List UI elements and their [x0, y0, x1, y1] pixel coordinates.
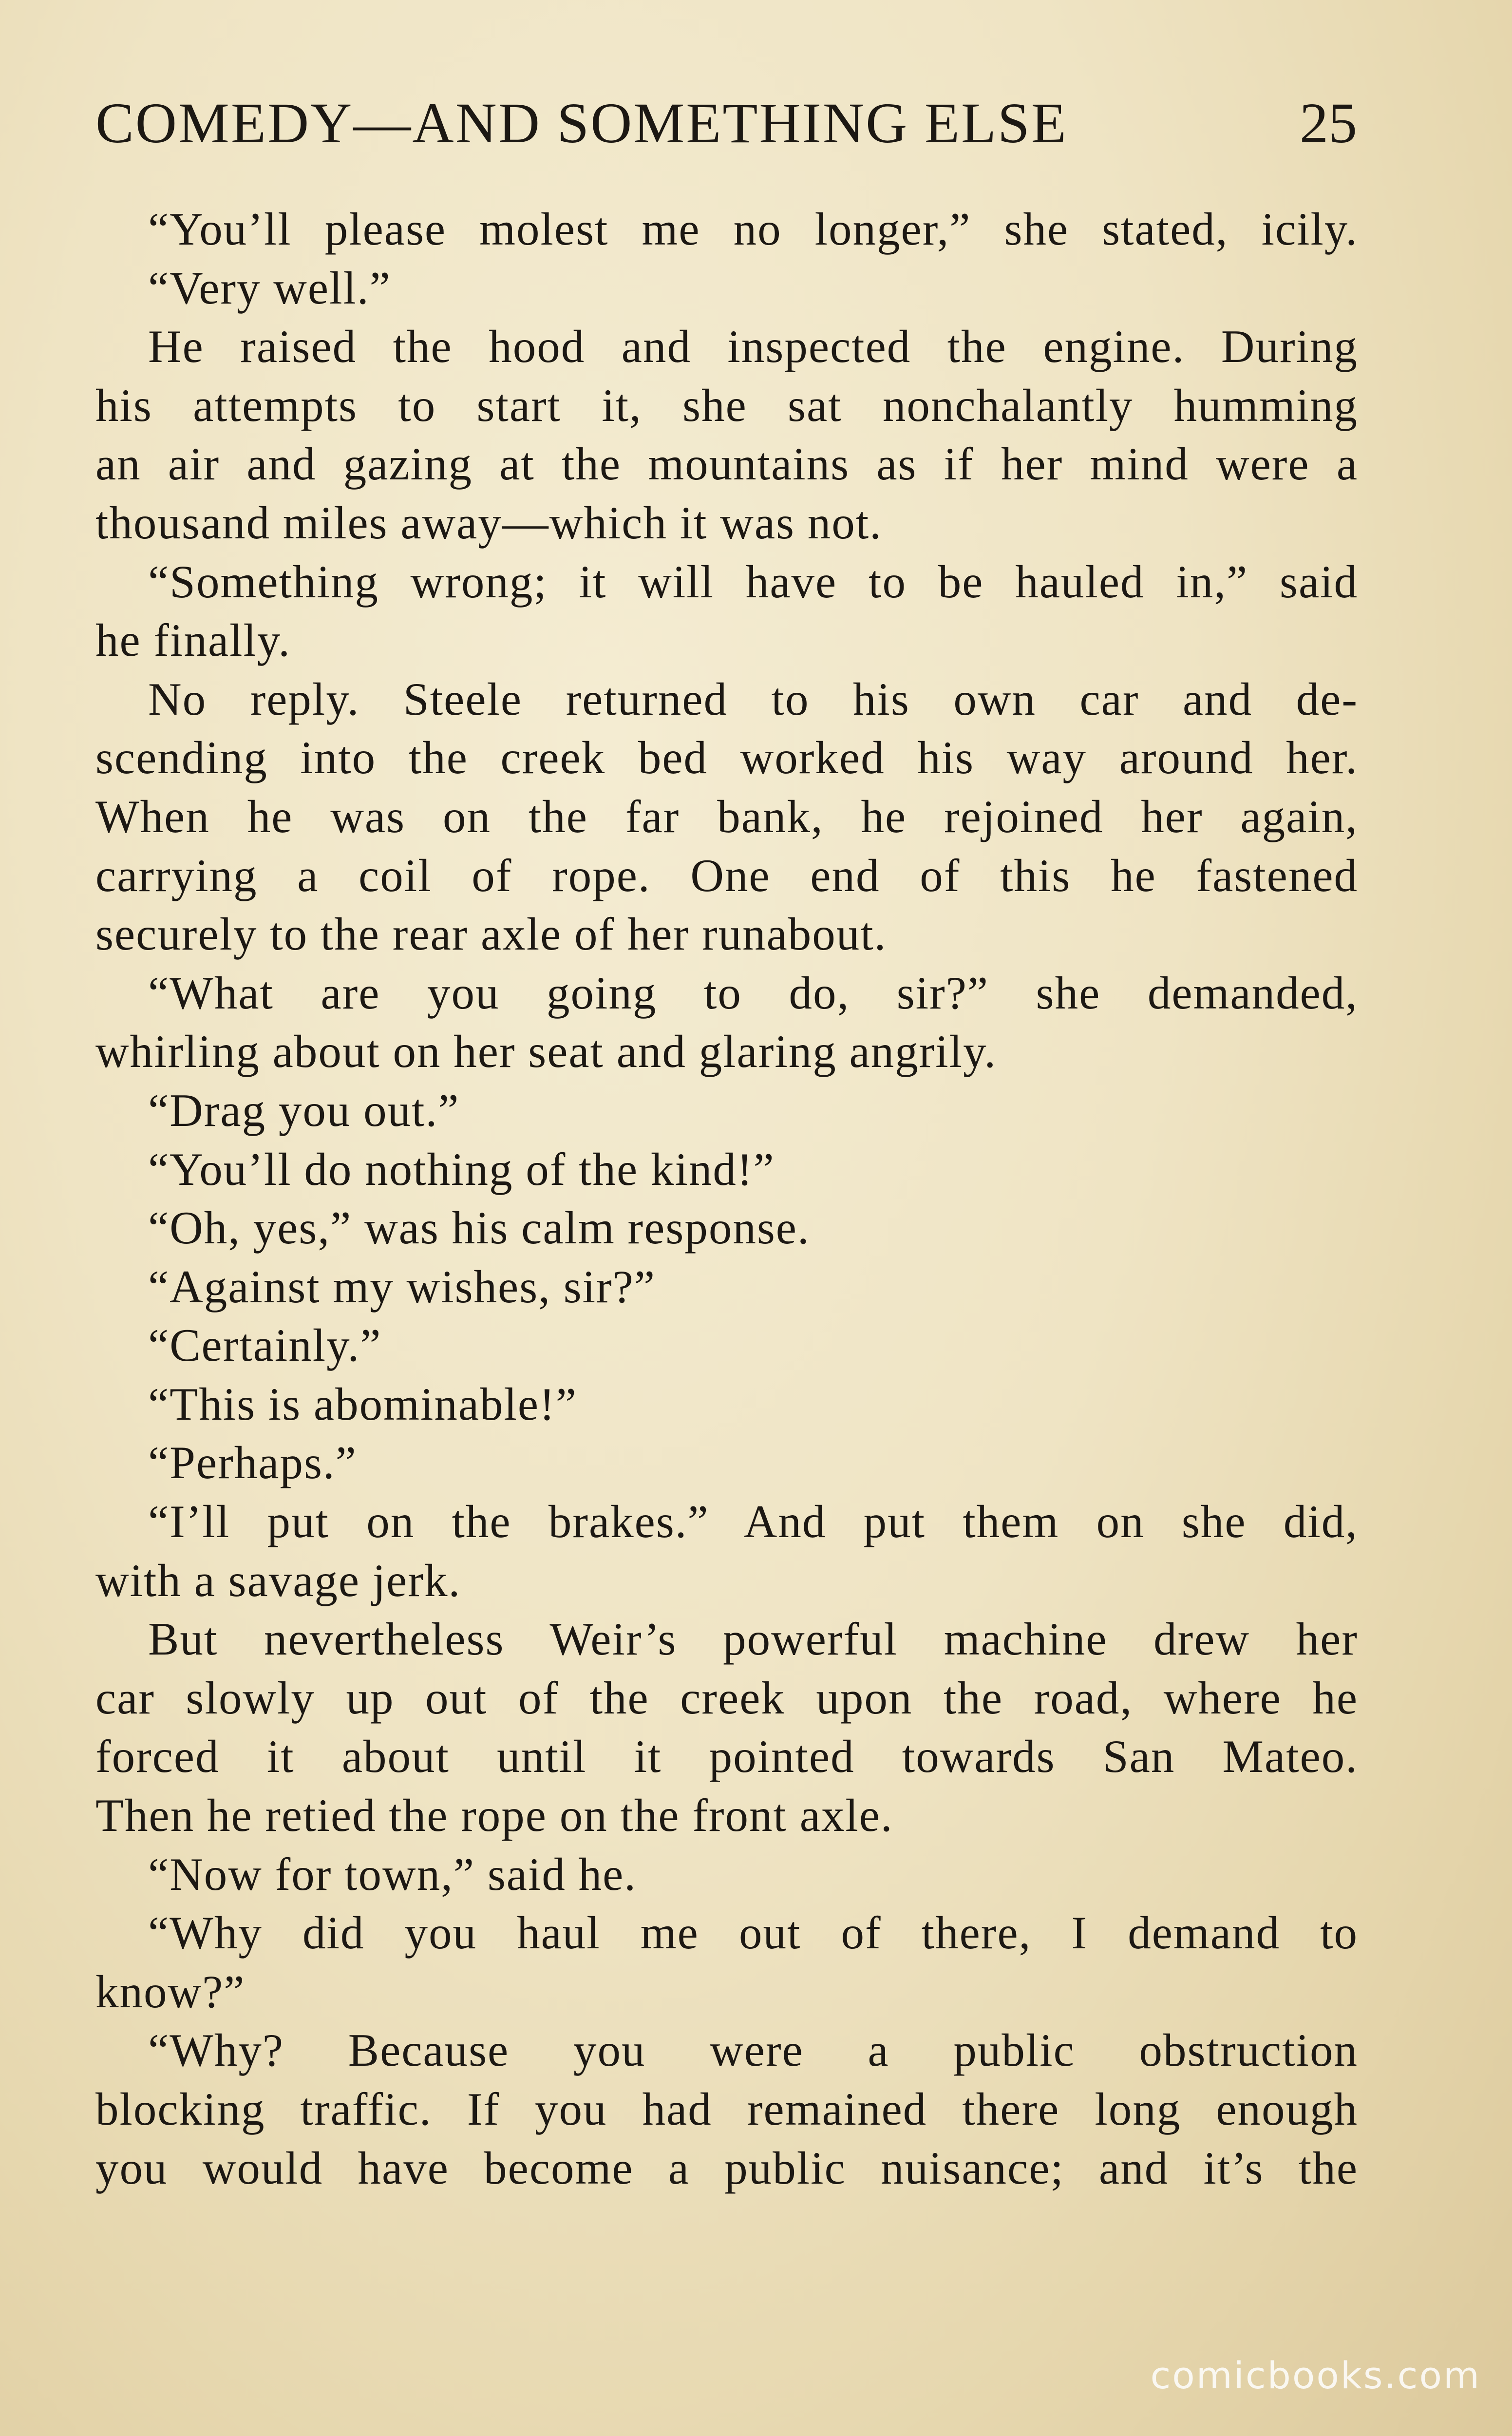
text-line: “Drag you out.”	[148, 1084, 460, 1136]
text-line: “Certainly.”	[148, 1319, 382, 1371]
text-line: He raised the hood and inspected the engine. During	[148, 321, 1358, 373]
text-line: securely to the rear axle of her runabout.	[95, 908, 887, 960]
text-line: “You’ll please molest me no longer,” she stated, icily.	[148, 203, 1358, 255]
text-line: blocking traffic. If you had remained there long enough	[95, 2083, 1358, 2135]
text-line: “Oh, yes,” was his calm response.	[148, 1202, 810, 1254]
text-line: But nevertheless Weir’s powerful machine drew her	[148, 1613, 1358, 1665]
text-line: an air and gazing at the mountains as if her mind were a	[95, 438, 1358, 490]
text-line: whirling about on her seat and glaring angrily.	[95, 1026, 997, 1078]
text-line: “Perhaps.”	[148, 1437, 357, 1489]
text-line: When he was on the far bank, he rejoined her again,	[95, 790, 1358, 842]
text-line: with a savage jerk.	[95, 1554, 461, 1606]
text-line: he finally.	[95, 614, 291, 666]
text-line: carrying a coil of rope. One end of this he fastened	[95, 849, 1358, 901]
body-text	[95, 200, 1358, 2197]
text-line: scending into the creek bed worked his way around her.	[95, 732, 1358, 784]
text-line: forced it about until it pointed towards San Mateo.	[95, 1731, 1358, 1783]
text-line: “This is abominable!”	[148, 1378, 577, 1430]
text-line: “I’ll put on the brakes.” And put them on she did,	[148, 1496, 1358, 1548]
text-line: “Very well.”	[148, 262, 391, 314]
watermark: comicbooks.com	[1150, 2354, 1481, 2397]
text-line: Then he retied the rope on the front axle.	[95, 1789, 893, 1842]
text-line: “Now for town,” said he.	[148, 1848, 637, 1900]
running-head	[95, 87, 1357, 160]
running-head-title: COMEDY—AND SOMETHING ELSE	[95, 91, 1068, 155]
text-line: car slowly up out of the creek upon the road, where he	[95, 1672, 1358, 1724]
text-line: “Something wrong; it will have to be hauled in,” said	[148, 555, 1358, 608]
page-number: 25	[1300, 91, 1357, 155]
text-line: know?”	[95, 1965, 246, 2017]
text-line: “What are you going to do, sir?” she demanded,	[148, 967, 1358, 1019]
text-line: “You’ll do nothing of the kind!”	[148, 1143, 775, 1195]
text-line: “Why did you haul me out of there, I demand to	[148, 1907, 1358, 1959]
text-line: you would have become a public nuisance; and it’s the	[95, 2142, 1358, 2194]
text-line: his attempts to start it, she sat nonchalantly humming	[95, 379, 1358, 431]
text-line: “Against my wishes, sir?”	[148, 1260, 656, 1313]
text-line: “Why? Because you were a public obstruction	[148, 2024, 1358, 2076]
text-line: No reply. Steele returned to his own car and de-	[148, 673, 1358, 725]
text-line: thousand miles away—which it was not.	[95, 496, 882, 549]
